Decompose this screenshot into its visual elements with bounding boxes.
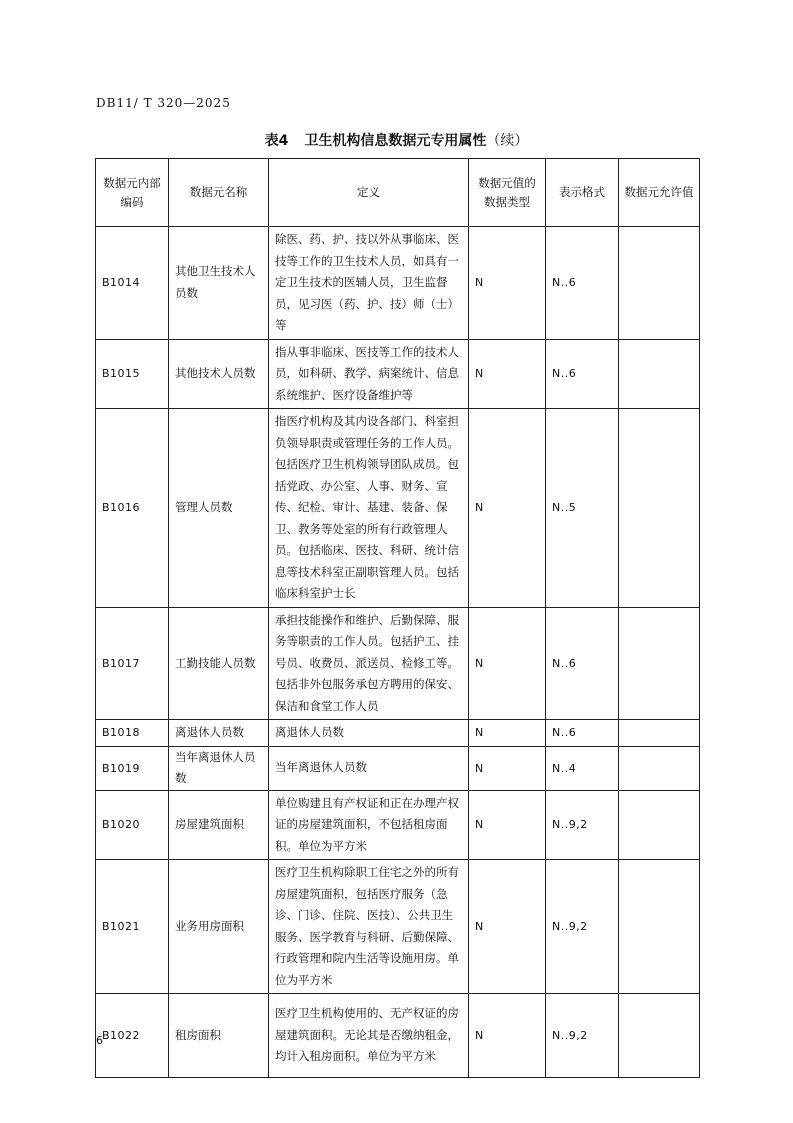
cell-code: B1019 xyxy=(96,746,169,790)
cell-name: 工勤技能人员数 xyxy=(169,607,269,720)
cell-definition: 除医、药、护、技以外从事临床、医技等工作的卫生技术人员，如具有一定卫生技术的医辅人员，卫生监督员，见习医（药、护、技）师（士）等 xyxy=(269,227,469,340)
cell-code: B1015 xyxy=(96,339,169,409)
cell-definition: 指医疗机构及其内设各部门、科室担负领导职责或管理任务的工作人员。包括医疗卫生机构领导团队成员。包括党政、办公室、人事、财务、宣传、纪检、审计、基建、装备、保卫、教务等处室的所有行政管理人员。包括临床、医技、科研、统计信息等技术科室正副职管理人员。包括临床科室护士长 xyxy=(269,409,469,608)
cell-code: B1022 xyxy=(96,994,169,1078)
cell-definition: 离退休人员数 xyxy=(269,720,469,747)
cell-data-type: N xyxy=(469,339,546,409)
table-header-row xyxy=(96,159,700,227)
cell-format: N..4 xyxy=(546,746,619,790)
table-name: 卫生机构信息数据元专用属性 xyxy=(304,133,487,149)
cell-data-type: N xyxy=(469,607,546,720)
attributes-table xyxy=(95,158,700,1078)
cell-definition: 指从事非临床、医技等工作的技术人员，如科研、教学、病案统计、信息系统维护、医疗设备维护等 xyxy=(269,339,469,409)
table-row xyxy=(96,746,700,790)
cell-name: 租房面积 xyxy=(169,994,269,1078)
cell-code: B1014 xyxy=(96,227,169,340)
cell-definition: 承担技能操作和维护、后勤保障、服务等职责的工作人员。包括护工、挂号员、收费员、派送员、检修工等。包括非外包服务承包方聘用的保安、保洁和食堂工作人员 xyxy=(269,607,469,720)
document-id: DB11/ T 320—2025 xyxy=(96,96,231,110)
cell-format: N..6 xyxy=(546,339,619,409)
column-header: 数据元允许值 xyxy=(619,159,700,227)
cell-code: B1020 xyxy=(96,790,169,860)
cell-name: 房屋建筑面积 xyxy=(169,790,269,860)
cell-name: 其他卫生技术人员数 xyxy=(169,227,269,340)
cell-allowed-values xyxy=(619,720,700,747)
table-row xyxy=(96,860,700,994)
cell-definition: 医疗卫生机构使用的、无产权证的房屋建筑面积。无论其是否缴纳租金，均计入租房面积。单位为平方米 xyxy=(269,994,469,1078)
cell-format: N..5 xyxy=(546,409,619,608)
cell-allowed-values xyxy=(619,994,700,1078)
cell-allowed-values xyxy=(619,607,700,720)
cell-format: N..9,2 xyxy=(546,994,619,1078)
cell-allowed-values xyxy=(619,409,700,608)
table-continued: （续） xyxy=(486,133,529,149)
table-row xyxy=(96,790,700,860)
table-row xyxy=(96,720,700,747)
table-row xyxy=(96,607,700,720)
table-row xyxy=(96,339,700,409)
cell-data-type: N xyxy=(469,860,546,994)
cell-data-type: N xyxy=(469,994,546,1078)
page-number: 6 xyxy=(96,1034,103,1047)
column-header: 表示格式 xyxy=(546,159,619,227)
column-header: 数据元内部编码 xyxy=(96,159,169,227)
cell-allowed-values xyxy=(619,860,700,994)
cell-name: 管理人员数 xyxy=(169,409,269,608)
cell-data-type: N xyxy=(469,409,546,608)
cell-data-type: N xyxy=(469,790,546,860)
column-header: 数据元名称 xyxy=(169,159,269,227)
cell-allowed-values xyxy=(619,746,700,790)
cell-allowed-values xyxy=(619,339,700,409)
cell-format: N..9,2 xyxy=(546,790,619,860)
cell-allowed-values xyxy=(619,790,700,860)
cell-allowed-values xyxy=(619,227,700,340)
cell-format: N..6 xyxy=(546,607,619,720)
column-header: 数据元值的数据类型 xyxy=(469,159,546,227)
cell-data-type: N xyxy=(469,227,546,340)
table-row xyxy=(96,994,700,1078)
table-label: 表4 xyxy=(264,133,289,149)
cell-format: N..9,2 xyxy=(546,860,619,994)
cell-name: 其他技术人员数 xyxy=(169,339,269,409)
cell-code: B1021 xyxy=(96,860,169,994)
cell-format: N..6 xyxy=(546,720,619,747)
table-title xyxy=(0,130,793,150)
cell-definition: 当年离退休人员数 xyxy=(269,746,469,790)
table-row xyxy=(96,409,700,608)
cell-name: 离退休人员数 xyxy=(169,720,269,747)
cell-name: 当年离退休人员数 xyxy=(169,746,269,790)
cell-data-type: N xyxy=(469,720,546,747)
cell-data-type: N xyxy=(469,746,546,790)
cell-name: 业务用房面积 xyxy=(169,860,269,994)
cell-definition: 医疗卫生机构除职工住宅之外的所有房屋建筑面积，包括医疗服务（急诊、门诊、住院、医技）、公共卫生服务、医学教育与科研、后勤保障、行政管理和院内生活等设施用房。单位为平方米 xyxy=(269,860,469,994)
cell-code: B1016 xyxy=(96,409,169,608)
column-header: 定义 xyxy=(269,159,469,227)
cell-format: N..6 xyxy=(546,227,619,340)
cell-code: B1017 xyxy=(96,607,169,720)
cell-code: B1018 xyxy=(96,720,169,747)
cell-definition: 单位购建且有产权证和正在办理产权证的房屋建筑面积，不包括租房面积。单位为平方米 xyxy=(269,790,469,860)
table-row xyxy=(96,227,700,340)
